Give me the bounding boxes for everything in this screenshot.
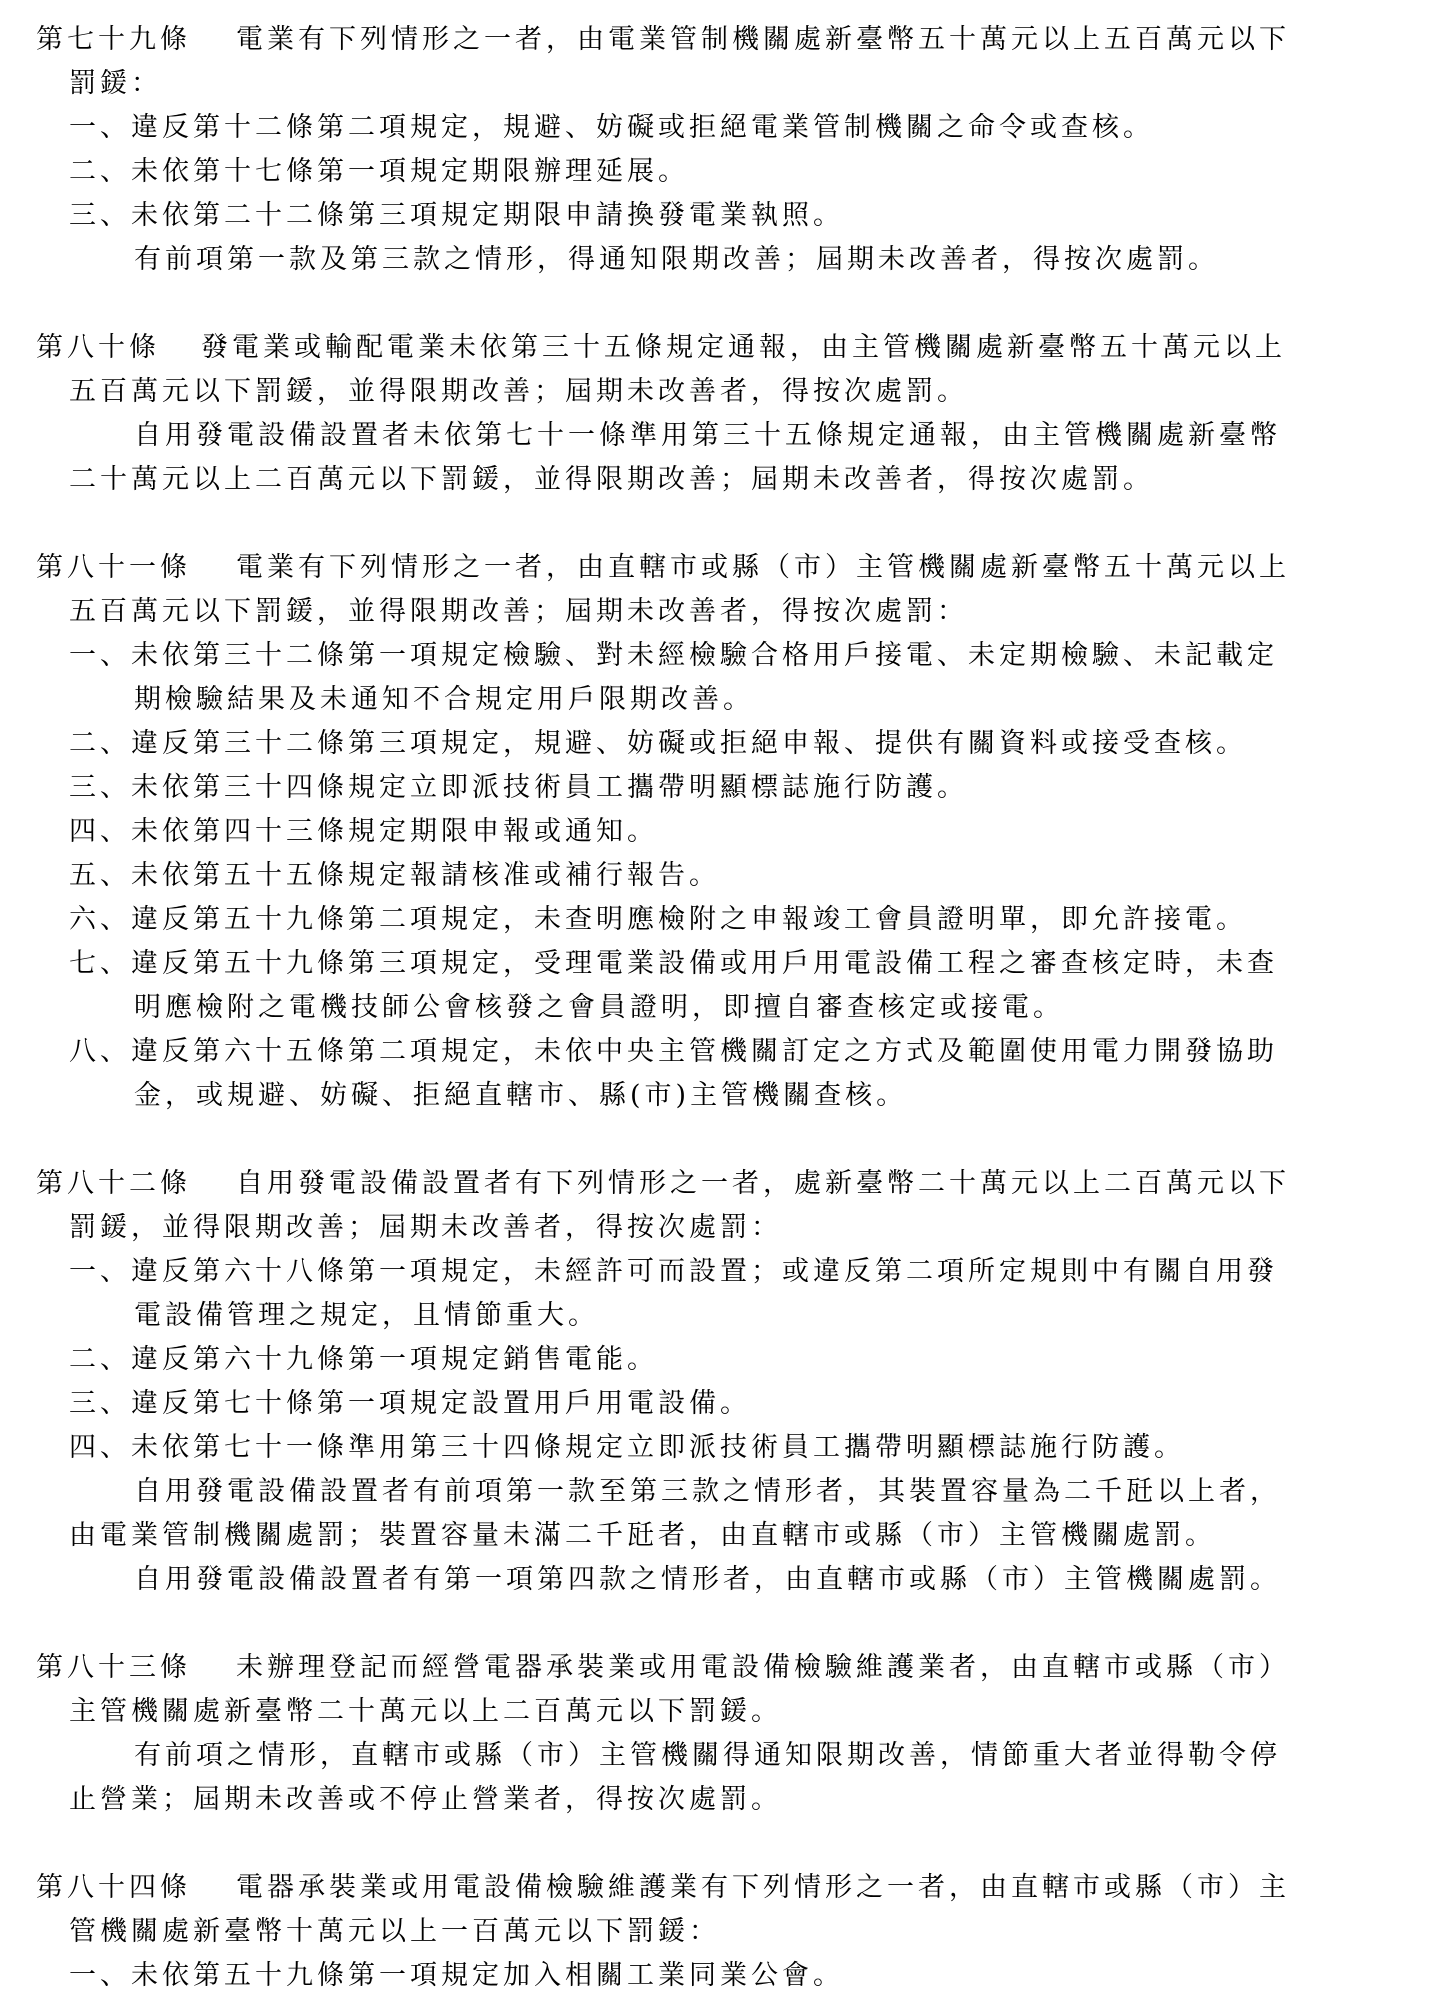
list-item: 二、違反第六十九條第一項規定銷售電能。	[69, 1344, 658, 1375]
list-item: 三、未依第二十二條第三項規定期限申請換發電業執照。	[69, 200, 844, 231]
list-item: 二、違反第三十二條第三項規定，規避、妨礙或拒絕申報、提供有關資料或接受查核。	[69, 728, 1247, 759]
article-80	[36, 326, 1406, 502]
article-81	[36, 546, 1406, 1118]
paragraph: 二十萬元以上二百萬元以下罰鍰，並得限期改善；屆期未改善者，得按次處罰。	[69, 464, 1154, 495]
list-item: 八、違反第六十五條第二項規定，未依中央主管機關訂定之方式及範圍使用電力開發協助	[69, 1036, 1278, 1067]
list-item: 四、未依第四十三條規定期限申報或通知。	[69, 816, 658, 847]
article-heading	[36, 326, 1406, 370]
article-84	[36, 1866, 1406, 1998]
list-item: 金，或規避、妨礙、拒絕直轄市、縣(市)主管機關查核。	[134, 1080, 908, 1111]
paragraph: 有前項之情形，直轄市或縣（市）主管機關得通知限期改善，情節重大者並得勒令停	[134, 1740, 1281, 1771]
list-item: 一、未依第三十二條第一項規定檢驗、對未經檢驗合格用戶接電、未定期檢驗、未記載定	[69, 640, 1278, 671]
list-item: 一、違反第十二條第二項規定，規避、妨礙或拒絕電業管制機關之命令或查核。	[69, 112, 1154, 143]
article-number: 第八十四條	[36, 1872, 191, 1903]
article-number: 第八十一條	[36, 552, 191, 583]
list-item: 期檢驗結果及未通知不合規定用戶限期改善。	[134, 684, 754, 715]
list-item: 六、違反第五十九條第二項規定，未查明應檢附之申報竣工會員證明單，即允許接電。	[69, 904, 1247, 935]
paragraph: 由電業管制機關處罰；裝置容量未滿二千瓩者，由直轄市或縣（市）主管機關處罰。	[69, 1520, 1216, 1551]
list-item: 三、未依第三十四條規定立即派技術員工攜帶明顯標誌施行防護。	[69, 772, 968, 803]
article-number: 第八十條	[36, 332, 160, 363]
article-text: 主管機關處新臺幣二十萬元以上二百萬元以下罰鍰。	[69, 1696, 782, 1727]
article-text: 管機關處新臺幣十萬元以上一百萬元以下罰鍰：	[69, 1916, 720, 1947]
paragraph: 自用發電設備設置者有前項第一款至第三款之情形者，其裝置容量為二千瓩以上者，	[134, 1476, 1281, 1507]
paragraph: 自用發電設備設置者未依第七十一條準用第三十五條規定通報，由主管機關處新臺幣	[134, 420, 1281, 451]
article-text: 電器承裝業或用電設備檢驗維護業有下列情形之一者，由直轄市或縣（市）主	[236, 1872, 1290, 1903]
article-82	[36, 1162, 1406, 1602]
article-text: 五百萬元以下罰鍰，並得限期改善；屆期未改善者，得按次處罰：	[69, 596, 968, 627]
article-number: 第八十二條	[36, 1168, 191, 1199]
article-number: 第八十三條	[36, 1652, 191, 1683]
paragraph: 有前項第一款及第三款之情形，得通知限期改善；屆期未改善者，得按次處罰。	[134, 244, 1219, 275]
article-text: 罰鍰：	[69, 68, 162, 99]
article-text: 電業有下列情形之一者，由直轄市或縣（市）主管機關處新臺幣五十萬元以上	[236, 552, 1290, 583]
list-item: 三、違反第七十條第一項規定設置用戶用電設備。	[69, 1388, 751, 1419]
list-item: 二、未依第十七條第一項規定期限辦理延展。	[69, 156, 689, 187]
article-text: 罰鍰，並得限期改善；屆期未改善者，得按次處罰：	[69, 1212, 782, 1243]
article-text: 自用發電設備設置者有下列情形之一者，處新臺幣二十萬元以上二百萬元以下	[236, 1168, 1290, 1199]
article-text: 電業有下列情形之一者，由電業管制機關處新臺幣五十萬元以上五百萬元以下	[236, 24, 1290, 55]
article-heading	[36, 546, 1406, 590]
list-item: 五、未依第五十五條規定報請核准或補行報告。	[69, 860, 720, 891]
article-heading	[36, 18, 1406, 62]
article-heading	[36, 1162, 1406, 1206]
list-item: 一、違反第六十八條第一項規定，未經許可而設置；或違反第二項所定規則中有關自用發	[69, 1256, 1278, 1287]
article-83	[36, 1646, 1406, 1822]
article-text: 發電業或輸配電業未依第三十五條規定通報，由主管機關處新臺幣五十萬元以上	[201, 332, 1286, 363]
paragraph: 自用發電設備設置者有第一項第四款之情形者，由直轄市或縣（市）主管機關處罰。	[134, 1564, 1281, 1595]
article-text: 未辦理登記而經營電器承裝業或用電設備檢驗維護業者，由直轄市或縣（市）	[236, 1652, 1290, 1683]
article-number: 第七十九條	[36, 24, 191, 55]
article-heading	[36, 1866, 1406, 1910]
article-79	[36, 18, 1406, 282]
paragraph: 止營業；屆期未改善或不停止營業者，得按次處罰。	[69, 1784, 782, 1815]
list-item: 電設備管理之規定，且情節重大。	[134, 1300, 599, 1331]
list-item: 一、未依第五十九條第一項規定加入相關工業同業公會。	[69, 1960, 844, 1991]
article-heading	[36, 1646, 1406, 1690]
article-text: 五百萬元以下罰鍰，並得限期改善；屆期未改善者，得按次處罰。	[69, 376, 968, 407]
list-item: 明應檢附之電機技師公會核發之會員證明，即擅自審查核定或接電。	[134, 992, 1064, 1023]
document-page	[36, 18, 1406, 1998]
list-item: 七、違反第五十九條第三項規定，受理電業設備或用戶用電設備工程之審查核定時，未查	[69, 948, 1278, 979]
list-item: 四、未依第七十一條準用第三十四條規定立即派技術員工攜帶明顯標誌施行防護。	[69, 1432, 1185, 1463]
